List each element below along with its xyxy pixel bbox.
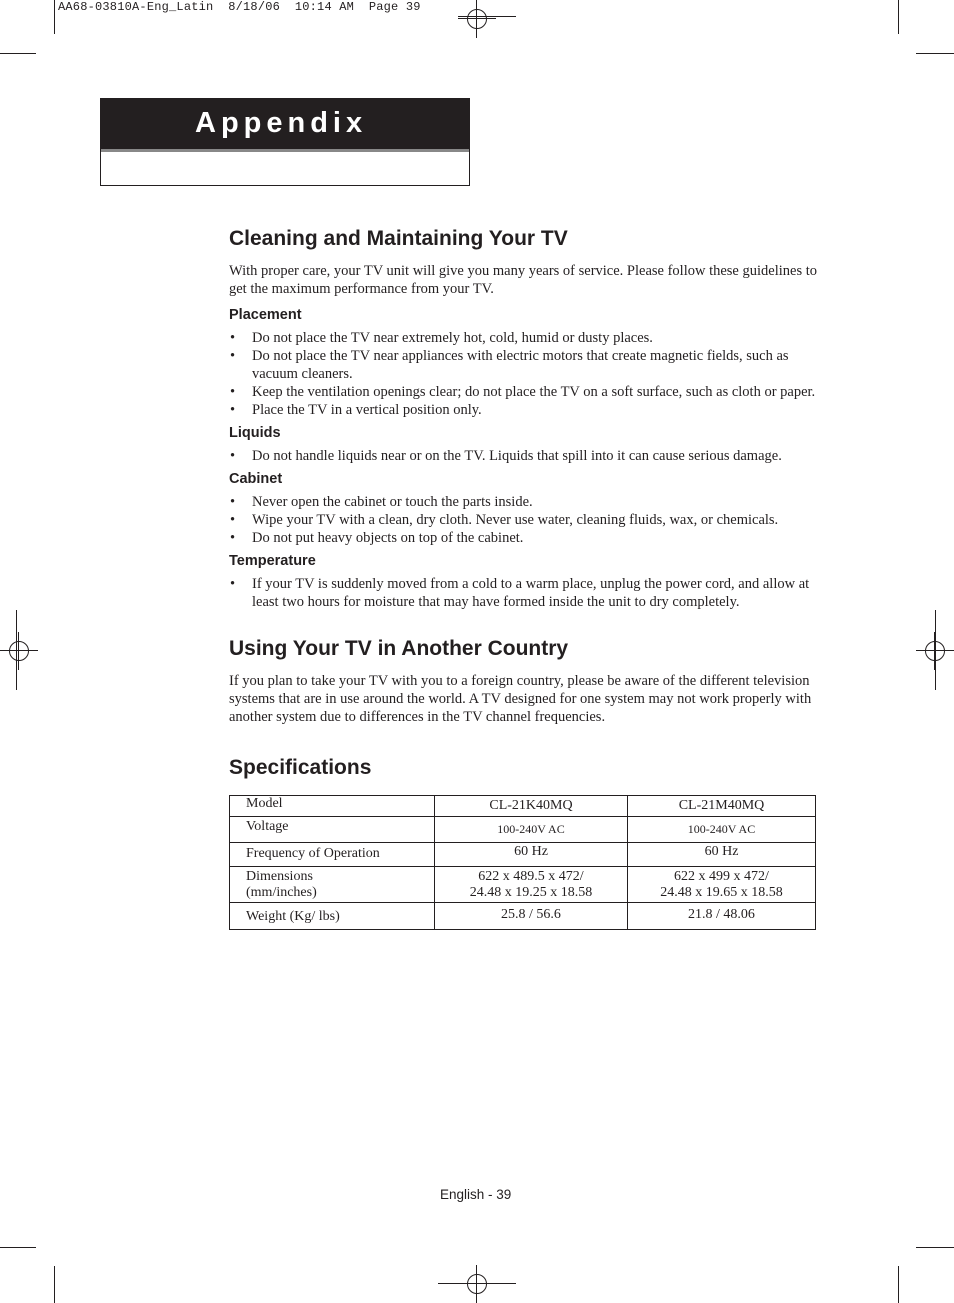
spec-label: Frequency of Operation [230,843,435,867]
section-title: Appendix [195,107,368,139]
spec-label: Weight (Kg/ lbs) [230,903,435,930]
spec-value: CL-21K40MQ [435,796,628,817]
spec-value-line: 24.48 x 19.25 x 18.58 [469,885,593,900]
spec-label: Voltage [230,817,435,843]
placement-list [229,329,819,419]
crop-mark-top-left-h [0,53,36,54]
another-country-text: If you plan to take your TV with you to a foreign country, please be aware of the different television systems that are in use around the world. A TV designed for one system may not work properly with another system due to differences in the TV channel frequencies. [229,673,812,725]
list-item: • Do not handle liquids near or on the TV. Liquids that spill into it can cause serious damage. [229,447,819,465]
spec-value: 25.8 / 56.6 [435,903,628,930]
section-header-bar [101,99,469,152]
crop-mark-top-right-h [916,53,954,54]
liquids-list [229,447,819,465]
list-item: • Wipe your TV with a clean, dry cloth. Never use water, cleaning fluids, wax, or chemicals. [229,511,819,529]
list-item: • Do not place the TV near extremely hot, cold, humid or dusty places. [229,329,819,347]
spec-value [435,867,628,903]
spec-value: 21.8 / 48.06 [628,903,816,930]
list-item: • If your TV is suddenly moved from a cold to a warm place, unplug the power cord, and allow at least two hours for moisture that may have formed inside the unit to dry completely. [229,575,819,611]
another-country-heading: Using Your TV in Another Country [229,637,569,660]
spec-value-line: 622 x 489.5 x 472/ [478,869,584,884]
registration-mark-bottom-icon [458,1265,496,1303]
cleaning-heading: Cleaning and Maintaining Your TV [229,227,568,250]
cleaning-intro: With proper care, your TV unit will give you many years of service. Please follow these guidelines to get the maximum performance from your TV. [229,263,817,297]
spec-value-line: 24.48 x 19.65 x 18.58 [660,885,783,900]
table-row [230,796,816,817]
spec-value: CL-21M40MQ [628,796,816,817]
group-title-placement: Placement [229,307,302,323]
crop-mark-right-v [935,610,936,690]
list-item: • Do not place the TV near appliances with electric motors that create magnetic fields, such as vacuum cleaners. [229,347,819,383]
table-row [230,867,816,903]
specifications-table [229,795,816,930]
specifications-heading: Specifications [229,756,372,779]
table-row [230,817,816,843]
spec-value-line: 622 x 499 x 472/ [674,869,769,884]
crop-mark-left-v [16,610,17,690]
spec-label-line: Dimensions [246,869,313,884]
registration-mark-top-icon [458,0,496,38]
crop-mark-top-left-v [54,0,55,34]
section-header-box [100,98,470,186]
registration-mark-left-icon [0,632,38,670]
spec-value: 100-240V AC [628,817,816,843]
table-row [230,843,816,867]
list-item: • Keep the ventilation openings clear; do not place the TV on a soft surface, such as cloth or paper. [229,383,819,401]
spec-value [628,867,816,903]
spec-value: 60 Hz [628,843,816,867]
print-slug: AA68-03810A-Eng_Latin 8/18/06 10:14 AM Page 39 [58,0,421,14]
spec-value: 100-240V AC [435,817,628,843]
group-title-liquids: Liquids [229,425,281,441]
crop-mark-top-right-v [898,0,899,34]
list-item: • Place the TV in a vertical position only. [229,401,819,419]
cabinet-list [229,493,819,547]
crop-mark-bottom-left-h [0,1247,36,1248]
table-row [230,903,816,930]
group-title-temperature: Temperature [229,553,316,569]
spec-value: 60 Hz [435,843,628,867]
list-item: • Never open the cabinet or touch the parts inside. [229,493,819,511]
crop-mark-bottom-left-v [54,1266,55,1303]
spec-label [230,867,435,903]
list-item: • Do not put heavy objects on top of the cabinet. [229,529,819,547]
page-number: English - 39 [440,1187,512,1202]
spec-label-line: (mm/inches) [246,885,317,900]
group-title-cabinet: Cabinet [229,471,283,487]
temperature-list [229,575,819,611]
crop-mark-bottom-right-h [916,1247,954,1248]
spec-label: Model [230,796,435,817]
crop-mark-bottom-right-v [898,1266,899,1303]
main-content [229,226,819,930]
